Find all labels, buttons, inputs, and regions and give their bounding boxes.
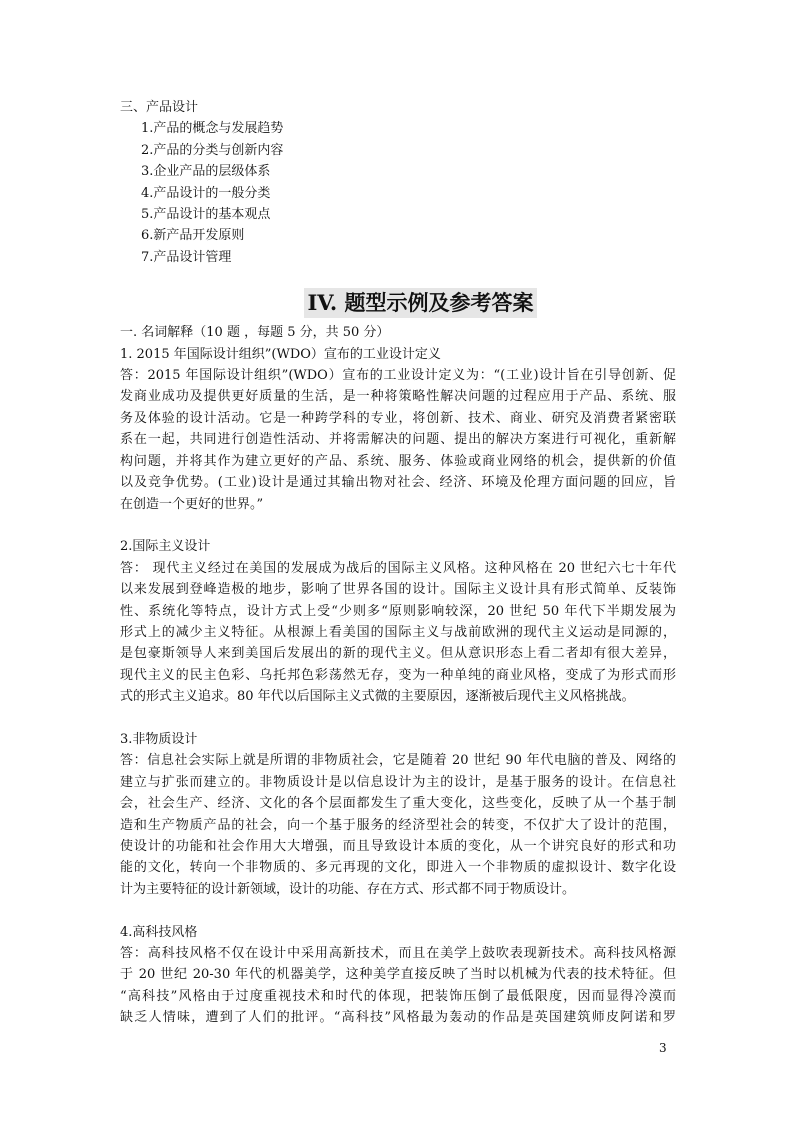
answer-line: 计为主要特征的设计新领域，设计的功能、存在方式、形式都不同于物质设计。	[120, 881, 576, 897]
answer-line: “高科技”风格由于过度重视技术和时代的体现，把装饰压倒了最低限度，因而显得冷漠而	[120, 988, 676, 1004]
answer-line: 使设计的功能和社会作用大大增强，而且导致设计本质的变化，从一个讲究良好的形式和功	[120, 838, 676, 854]
answer-line: 发商业成功及提供更好质量的生活，是一种将策略性解决问题的过程应用于产品、系统、服	[120, 389, 676, 405]
list-item: 5.产品设计的基本观点	[141, 207, 271, 223]
question-title-1: 1. 2015 年国际设计组织”(WDO）宣布的工业设计定义	[120, 346, 441, 362]
list-item: 2.产品的分类与创新内容	[141, 142, 284, 158]
list-item: 6.新产品开发原则	[141, 228, 245, 244]
question-title-3: 3.非物质设计	[120, 731, 198, 747]
list-item: 1.产品的概念与发展趋势	[141, 121, 284, 137]
answer-1	[120, 365, 676, 515]
paragraph-gap	[120, 900, 676, 921]
answer-line: 答：2015 年国际设计组织”(WDO）宣布的工业设计定义为：“(工业)设计旨在引导创新、促	[120, 368, 676, 384]
page-number: 3	[659, 1041, 667, 1055]
paragraph-gap	[120, 708, 676, 729]
answer-line: 性、系统化等特点，设计方式上受“少则多“原则影响较深，20 世纪 50 年代下半期发展为	[120, 603, 676, 619]
answer-line: 造和生产物质产品的社会，向一个基于服务的经济型社会的转变，不仅扩大了设计的范围，	[120, 817, 676, 833]
answer-line: 以来发展到登峰造极的地步，影响了世界各国的设计。国际主义设计具有形式简单、反装饰	[120, 582, 676, 598]
answer-line: 答：信息社会实际上就是所谓的非物质社会，它是随着 20 世纪 90 年代电脑的普及、网络的	[120, 753, 676, 769]
section-title: 三、产品设计	[120, 100, 199, 115]
heading-wrapper	[120, 288, 676, 318]
answer-3	[120, 750, 676, 900]
answer-line: 答：高科技风格不仅在设计中采用高新技术，而且在美学上鼓吹表现新技术。高科技风格源	[120, 945, 676, 961]
answer-line: 务及体验的设计活动。它是一种跨学科的专业，将创新、技术、商业、研究及消费者紧密联	[120, 410, 676, 426]
list-item: 3.企业产品的层级体系	[141, 164, 271, 180]
answer-line: 答： 现代主义经过在美国的发展成为战后的国际主义风格。这种风格在 20 世纪六七十年代	[120, 560, 676, 576]
answer-line: 现代主义的民主色彩、乌托邦色彩荡然无存，变为一种单纯的商业风格，变成了为形式而形	[120, 667, 676, 683]
answer-line: 缺乏人情味，遭到了人们的批评。“高科技”风格最为轰动的作品是英国建筑师皮阿诺和罗	[120, 1010, 676, 1026]
list-item: 4.产品设计的一般分类	[141, 185, 271, 201]
answer-line: 形式上的减少主义特征。从根源上看美国的国际主义与战前欧洲的现代主义运动是同源的，	[120, 624, 676, 640]
paragraph-gap	[120, 515, 676, 536]
chapter-heading: IV. 题型示例及参考答案	[304, 288, 536, 318]
part-title: 一. 名词解释（10 题 ，每题 5 分，共 50 分）	[120, 325, 390, 341]
answer-line: 会，社会生产、经济、文化的各个层面都发生了重大变化，这些变化，反映了从一个基于制	[120, 796, 676, 812]
page-content	[120, 97, 676, 1029]
answer-line: 在创造一个更好的世界。”	[120, 496, 264, 512]
answer-line: 系在一起，共同进行创造性活动、并将需解决的问题、提出的解决方案进行可视化，重新解	[120, 432, 676, 448]
list-item: 7.产品设计管理	[141, 249, 232, 265]
answer-line: 构问题，并将其作为建立更好的产品、系统、服务、体验或商业网络的机会，提供新的价值	[120, 453, 676, 469]
answer-4	[120, 943, 676, 1029]
answer-line: 建立与扩张而建立的。非物质设计是以信息设计为主的设计，是基于服务的设计。在信息社	[120, 774, 676, 790]
answer-line: 是包豪斯领导人来到美国后发展出的新的现代主义。但从意识形态上看二者却有很大差异，	[120, 646, 676, 662]
question-title-2: 2.国际主义设计	[120, 539, 211, 555]
section-list	[120, 118, 676, 268]
answer-line: 于 20 世纪 20-30 年代的机器美学，这种美学直接反映了当时以机械为代表的技术特征。但	[120, 967, 676, 983]
answer-2	[120, 558, 676, 708]
answer-line: 式的形式主义追求。80 年代以后国际主义式微的主要原因，逐渐被后现代主义风格挑战。	[120, 689, 635, 705]
answer-line: 能的文化，转向一个非物质的、多元再现的文化，即进入一个非物质的虚拟设计、数字化设	[120, 860, 676, 876]
question-title-4: 4.高科技风格	[120, 924, 198, 940]
answer-line: 以及竞争优势。(工业)设计是通过其输出物对社会、经济、环境及伦理方面问题的回应，旨	[120, 475, 676, 491]
